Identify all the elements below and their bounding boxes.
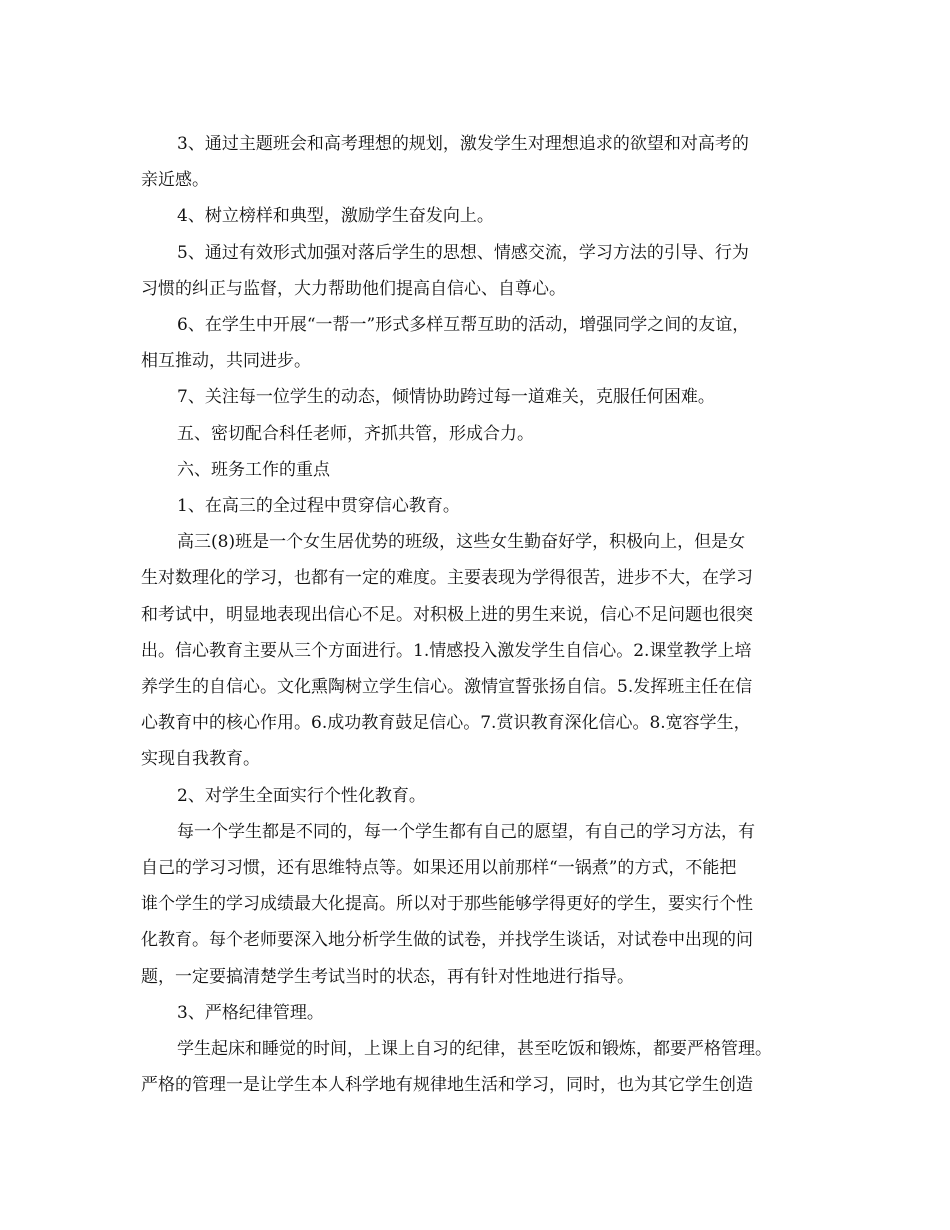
text-line: 每一个学生都是不同的，每一个学生都有自己的愿望，有自己的学习方法，有 bbox=[177, 821, 755, 842]
text-line: 3、通过主题班会和高考理想的规划，激发学生对理想追求的欲望和对高考的 bbox=[177, 134, 749, 154]
text-line: 学生起床和睡觉的时间，上课上自习的纪律，甚至吃饭和锻炼，都要严格管理。 bbox=[177, 1039, 772, 1060]
paragraph-key-1-body bbox=[141, 524, 826, 777]
text-line: 自己的学习习惯，还有思维特点等。如果还用以前那样“一锅煮”的方式，不能把 bbox=[141, 858, 737, 879]
subheading-key-2 bbox=[141, 778, 826, 814]
text-line: 题，一定要搞清楚学生考试当时的状态，再有针对性地进行指导。 bbox=[141, 966, 634, 987]
document-body bbox=[141, 126, 826, 1103]
text-line: 和考试中，明显地表现出信心不足。对积极上进的男生来说，信心不足问题也很突 bbox=[141, 604, 753, 625]
paragraph-item-4 bbox=[141, 198, 826, 234]
text-line: 实现自我教育。 bbox=[141, 749, 260, 770]
text-line: 养学生的自信心。文化熏陶树立学生信心。激情宣誓张扬自信。5.发挥班主任在信 bbox=[141, 677, 753, 698]
text-line: 五、密切配合科任老师，齐抓共管，形成合力。 bbox=[177, 423, 534, 444]
text-line: 7、关注每一位学生的动态，倾情协助跨过每一道难关，克服任何困难。 bbox=[177, 387, 715, 408]
text-line: 生对数理化的学习，也都有一定的难度。主要表现为学得很苦，进步不大，在学习 bbox=[141, 568, 753, 589]
text-line: 3、严格纪律管理。 bbox=[177, 1002, 324, 1023]
text-line: 1、在高三的全过程中贯穿信心教育。 bbox=[177, 496, 460, 517]
section-heading-5 bbox=[141, 416, 826, 452]
text-line: 4、树立榜样和典型，激励学生奋发向上。 bbox=[177, 206, 494, 227]
text-line: 严格的管理一是让学生本人科学地有规律地生活和学习，同时，也为其它学生创造 bbox=[141, 1075, 753, 1096]
paragraph-key-2-body bbox=[141, 814, 826, 995]
text-line: 5、通过有效形式加强对落后学生的思想、情感交流，学习方法的引导、行为 bbox=[177, 242, 749, 263]
text-line: 出。信心教育主要从三个方面进行。1.情感投入激发学生自信心。2.课堂教学上培 bbox=[141, 640, 752, 661]
text-line: 高三(8)班是一个女生居优势的班级，这些女生勤奋好学，积极向上，但是女 bbox=[177, 532, 746, 553]
paragraph-item-3 bbox=[141, 126, 826, 198]
text-line: 相互推动，共同进步。 bbox=[141, 351, 311, 372]
paragraph-key-3-body bbox=[141, 1031, 826, 1103]
text-line: 2、对学生全面实行个性化教育。 bbox=[177, 785, 426, 806]
subheading-key-1 bbox=[141, 488, 826, 524]
paragraph-item-5 bbox=[141, 235, 826, 307]
text-line: 六、班务工作的重点 bbox=[177, 459, 330, 480]
text-line: 化教育。每个老师要深入地分析学生做的试卷，并找学生谈话，对试卷中出现的问 bbox=[141, 930, 753, 951]
text-line: 谁个学生的学习成绩最大化提高。所以对于那些能够学得更好的学生，要实行个性 bbox=[141, 894, 753, 915]
subheading-key-3 bbox=[141, 995, 826, 1031]
section-heading-6 bbox=[141, 452, 826, 488]
text-line: 习惯的纠正与监督，大力帮助他们提高自信心、自尊心。 bbox=[141, 278, 566, 299]
text-line: 心教育中的核心作用。6.成功教育鼓足信心。7.赏识教育深化信心。8.宽容学生， bbox=[141, 713, 751, 734]
paragraph-item-7 bbox=[141, 379, 826, 415]
text-line: 6、在学生中开展“一帮一”形式多样互帮互助的活动，增强同学之间的友谊， bbox=[177, 315, 750, 336]
text-line: 亲近感。 bbox=[141, 170, 209, 191]
paragraph-item-6 bbox=[141, 307, 826, 379]
